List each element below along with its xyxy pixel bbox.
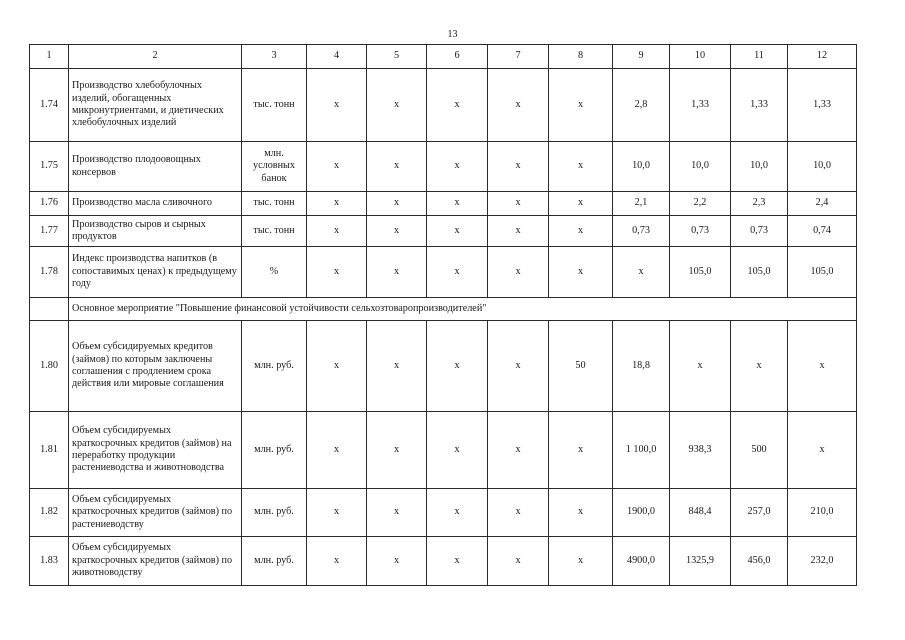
row-value: 10,0 <box>613 142 670 192</box>
row-description: Объем субсидируемых кредитов (займов) по которым заключены соглашения с продлением срока действия или мировые соглашения <box>69 321 242 412</box>
row-value: 232,0 <box>788 537 857 586</box>
row-value: 2,8 <box>613 69 670 142</box>
row-unit: млн. условных банок <box>242 142 307 192</box>
row-value: х <box>549 537 613 586</box>
row-number: 1.77 <box>30 216 69 247</box>
section-row <box>30 298 857 321</box>
section-number-cell <box>30 298 69 321</box>
row-value: 18,8 <box>613 321 670 412</box>
row-value: 10,0 <box>670 142 731 192</box>
row-value: х <box>788 412 857 489</box>
row-unit: млн. руб. <box>242 537 307 586</box>
row-value: х <box>427 192 488 216</box>
table-row <box>30 142 857 192</box>
header-cell: 5 <box>367 45 427 69</box>
row-value: х <box>367 412 427 489</box>
row-value: 2,2 <box>670 192 731 216</box>
table-row <box>30 216 857 247</box>
row-value: 1,33 <box>788 69 857 142</box>
row-description: Производство плодоовощных консервов <box>69 142 242 192</box>
row-unit: млн. руб. <box>242 489 307 537</box>
row-value: х <box>367 247 427 298</box>
row-value: х <box>549 69 613 142</box>
table-row <box>30 537 857 586</box>
row-number: 1.81 <box>30 412 69 489</box>
row-value: х <box>488 489 549 537</box>
row-number: 1.76 <box>30 192 69 216</box>
row-value: х <box>613 247 670 298</box>
row-unit: тыс. тонн <box>242 192 307 216</box>
row-value: х <box>427 69 488 142</box>
row-value: х <box>367 321 427 412</box>
row-value: 938,3 <box>670 412 731 489</box>
row-value: х <box>307 537 367 586</box>
row-value: х <box>731 321 788 412</box>
row-value: х <box>549 247 613 298</box>
row-number: 1.80 <box>30 321 69 412</box>
row-value: 1,33 <box>670 69 731 142</box>
row-value: х <box>488 537 549 586</box>
row-description: Производство сыров и сырных продуктов <box>69 216 242 247</box>
header-cell: 10 <box>670 45 731 69</box>
row-value: х <box>427 247 488 298</box>
row-value: х <box>488 321 549 412</box>
row-value: 2,4 <box>788 192 857 216</box>
row-value: х <box>307 247 367 298</box>
header-cell: 11 <box>731 45 788 69</box>
row-value: 1,33 <box>731 69 788 142</box>
row-value: х <box>427 412 488 489</box>
row-value: х <box>367 537 427 586</box>
row-value: 1 100,0 <box>613 412 670 489</box>
row-value: х <box>307 192 367 216</box>
indicators-table <box>29 44 857 586</box>
row-value: х <box>549 216 613 247</box>
row-number: 1.83 <box>30 537 69 586</box>
row-value: х <box>427 489 488 537</box>
row-unit: млн. руб. <box>242 412 307 489</box>
row-description: Производство масла сливочного <box>69 192 242 216</box>
row-value: х <box>549 142 613 192</box>
row-value: 456,0 <box>731 537 788 586</box>
table-row <box>30 69 857 142</box>
row-value: 1900,0 <box>613 489 670 537</box>
row-value: х <box>488 247 549 298</box>
row-value: 210,0 <box>788 489 857 537</box>
row-value: х <box>488 216 549 247</box>
row-value: 0,73 <box>670 216 731 247</box>
row-value: х <box>488 412 549 489</box>
row-value: х <box>307 321 367 412</box>
row-value: х <box>427 321 488 412</box>
table-row <box>30 321 857 412</box>
row-unit: тыс. тонн <box>242 216 307 247</box>
row-value: х <box>488 192 549 216</box>
header-cell: 4 <box>307 45 367 69</box>
row-value: х <box>307 216 367 247</box>
header-cell: 2 <box>69 45 242 69</box>
row-value: х <box>427 142 488 192</box>
row-description: Производство хлебобулочных изделий, обогащенных микронутриентами, и диетических хлебобулочных изделий <box>69 69 242 142</box>
row-value: х <box>307 412 367 489</box>
header-cell: 9 <box>613 45 670 69</box>
row-value: 500 <box>731 412 788 489</box>
table-row <box>30 412 857 489</box>
row-value: х <box>307 69 367 142</box>
row-number: 1.82 <box>30 489 69 537</box>
row-value: х <box>367 142 427 192</box>
row-value: х <box>670 321 731 412</box>
header-cell: 7 <box>488 45 549 69</box>
row-value: х <box>427 537 488 586</box>
header-cell: 8 <box>549 45 613 69</box>
row-value: х <box>367 69 427 142</box>
row-value: х <box>367 489 427 537</box>
row-number: 1.78 <box>30 247 69 298</box>
row-value: 257,0 <box>731 489 788 537</box>
row-value: х <box>488 142 549 192</box>
table-header-row <box>30 45 857 69</box>
row-value: х <box>549 192 613 216</box>
row-value: 50 <box>549 321 613 412</box>
row-value: х <box>367 216 427 247</box>
row-value: 105,0 <box>670 247 731 298</box>
row-value: 4900,0 <box>613 537 670 586</box>
section-title: Основное мероприятие "Повышение финансовой устойчивости сельхозтоваропроизводителей" <box>69 298 857 321</box>
row-value: 0,73 <box>613 216 670 247</box>
row-value: х <box>549 489 613 537</box>
row-value: 10,0 <box>788 142 857 192</box>
row-value: 0,73 <box>731 216 788 247</box>
row-description: Объем субсидируемых краткосрочных кредитов (займов) по животноводству <box>69 537 242 586</box>
header-cell: 1 <box>30 45 69 69</box>
row-unit: тыс. тонн <box>242 69 307 142</box>
row-value: 105,0 <box>731 247 788 298</box>
row-value: х <box>367 192 427 216</box>
row-number: 1.75 <box>30 142 69 192</box>
table-row <box>30 489 857 537</box>
table-row <box>30 247 857 298</box>
row-unit: % <box>242 247 307 298</box>
row-value: 2,3 <box>731 192 788 216</box>
row-value: х <box>307 142 367 192</box>
row-unit: млн. руб. <box>242 321 307 412</box>
row-value: х <box>488 69 549 142</box>
row-value: 0,74 <box>788 216 857 247</box>
row-value: х <box>307 489 367 537</box>
table-row <box>30 192 857 216</box>
row-description: Объем субсидируемых краткосрочных кредитов (займов) по растениеводству <box>69 489 242 537</box>
header-cell: 3 <box>242 45 307 69</box>
header-cell: 6 <box>427 45 488 69</box>
row-value: х <box>549 412 613 489</box>
row-value: 2,1 <box>613 192 670 216</box>
row-value: х <box>427 216 488 247</box>
row-description: Индекс производства напитков (в сопоставимых ценах) к предыдущему году <box>69 247 242 298</box>
row-value: 105,0 <box>788 247 857 298</box>
row-description: Объем субсидируемых краткосрочных кредитов (займов) на переработку продукции растениеводства и животноводства <box>69 412 242 489</box>
row-value: 848,4 <box>670 489 731 537</box>
row-value: х <box>788 321 857 412</box>
header-cell: 12 <box>788 45 857 69</box>
row-number: 1.74 <box>30 69 69 142</box>
row-value: 1325,9 <box>670 537 731 586</box>
page-number: 13 <box>447 29 458 40</box>
row-value: 10,0 <box>731 142 788 192</box>
